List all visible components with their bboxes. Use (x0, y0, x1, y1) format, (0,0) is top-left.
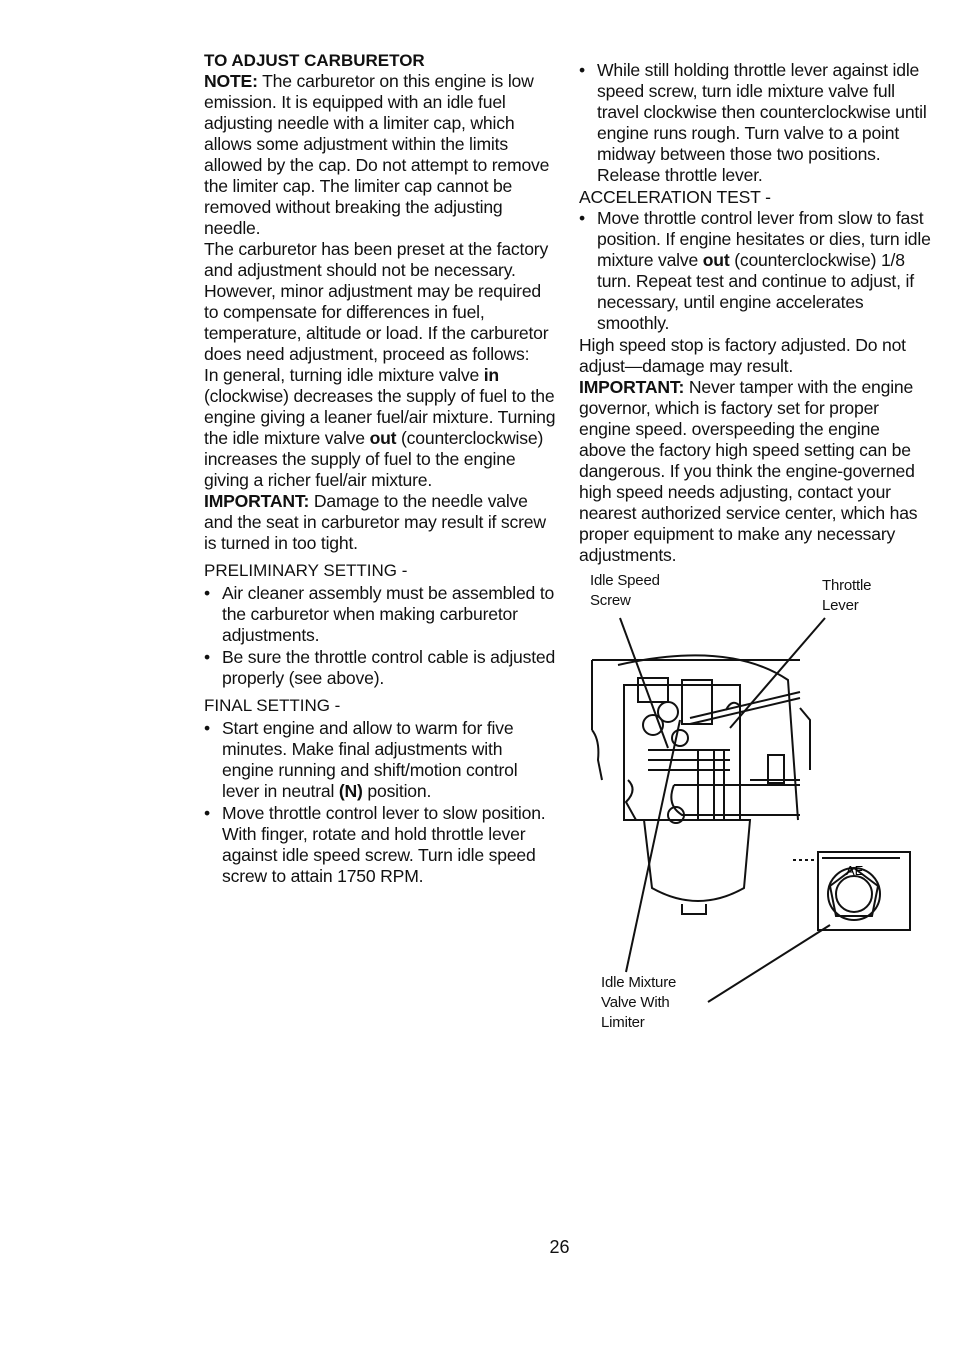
top-list (579, 60, 931, 186)
high-speed-paragraph: High speed stop is factory adjusted. Do not adjust—damage may result. (579, 335, 906, 376)
final-neutral: (N) (338, 781, 363, 801)
preliminary-list (204, 583, 556, 689)
general-text-1: In general, turning idle mixture valve (204, 365, 484, 385)
idle-speed-screw-label: Idle Speed Screw (590, 572, 660, 609)
section-heading: TO ADJUST CARBURETOR (204, 51, 425, 70)
carburetor-diagram (578, 570, 918, 1040)
list-item: • Be sure the throttle control cable is adjusted properly (see above). (204, 647, 556, 689)
important-text: Never tamper with the engine governor, which is factory set for proper engine speed. overspeeding the engine above the factory high speed setting can be dangerous. If you think the engine-governed high speed needs adjusting, contact your nearest authorized service center, which has proper equipment to make any necessary adjustments. (579, 377, 918, 565)
preliminary-heading: PRELIMINARY SETTING - (204, 561, 408, 580)
inset-mark: AE (846, 863, 864, 878)
note-text: The carburetor on this engine is low emission. It is equipped with an idle fuel adjusting needle with a limiter cap, which allows some adjustment within the limits allowed by the cap. Do not attempt to remove the limiter cap. The limiter cap cannot be removed without breaking the adjusting needle. (204, 71, 550, 238)
inset-leader (708, 925, 830, 1002)
important-label: IMPORTANT: (579, 377, 685, 397)
accel-out: out (702, 250, 730, 270)
list-item: • While still holding throttle lever against idle speed screw, turn idle mixture valve full travel clockwise then counterclockwise until engine runs rough. Turn valve to a point midway between those two positions. Release throttle lever. (579, 60, 931, 186)
acceleration-heading: ACCELERATION TEST - (579, 187, 771, 207)
general-out: out (369, 428, 397, 448)
final-text-post: position. (362, 781, 432, 801)
general-paragraph (204, 365, 556, 491)
note-paragraph (204, 71, 556, 239)
list-item: • Air cleaner assembly must be assembled to the carburetor when making carburetor adjustments. (204, 583, 556, 646)
general-text-2: (clockwise) decreases the supply of fuel to the engine giving a leaner fuel/air mixture. Turning the idle mixture valve (204, 386, 556, 448)
important-paragraph (204, 491, 556, 554)
note-label: NOTE: (204, 71, 258, 91)
acceleration-list (579, 208, 931, 334)
idle-mixture-leader (626, 720, 680, 972)
important-text: Damage to the needle valve and the seat in carburetor may result if screw is turned in too tight. (204, 491, 546, 553)
accel-text-pre: Move throttle control lever from slow to fast position. If engine hesitates or dies, turn idle mixture valve (597, 208, 931, 270)
list-item: • Move throttle control lever to slow position. With finger, rotate and hold throttle lever against idle speed screw. Turn idle speed screw to attain 1750 RPM. (204, 803, 556, 887)
important-paragraph (579, 377, 931, 566)
idle-mixture-valve-label: Idle Mixture Valve With Limiter (601, 974, 677, 1031)
final-heading: FINAL SETTING - (204, 696, 341, 715)
list-item (579, 208, 931, 334)
list-item (204, 718, 556, 802)
throttle-lever-label: Throttle Lever (822, 577, 872, 614)
right-column (579, 50, 931, 566)
general-in: in (483, 365, 499, 385)
final-text-pre: Start engine and allow to warm for five minutes. Make final adjustments with engine running and shift/motion control lever in neutral (222, 718, 518, 801)
left-column (204, 50, 556, 888)
accel-text-post: (counterclockwise) 1/8 turn. Repeat test and continue to adjust, if necessary, until engine accelerates smoothly. (597, 250, 914, 333)
preset-paragraph: The carburetor has been preset at the factory and adjustment should not be necessary. However, minor adjustment may be required to compensate for differences in fuel, temperature, altitude or load. If the carburetor does need adjustment, proceed as follows: (204, 239, 549, 364)
general-text-3: (counterclockwise) increases the supply of fuel to the engine giving a richer fuel/air mixture. (204, 428, 544, 490)
final-list (204, 718, 556, 887)
important-label: IMPORTANT: (204, 491, 310, 511)
page-number: 26 (549, 1237, 570, 1257)
